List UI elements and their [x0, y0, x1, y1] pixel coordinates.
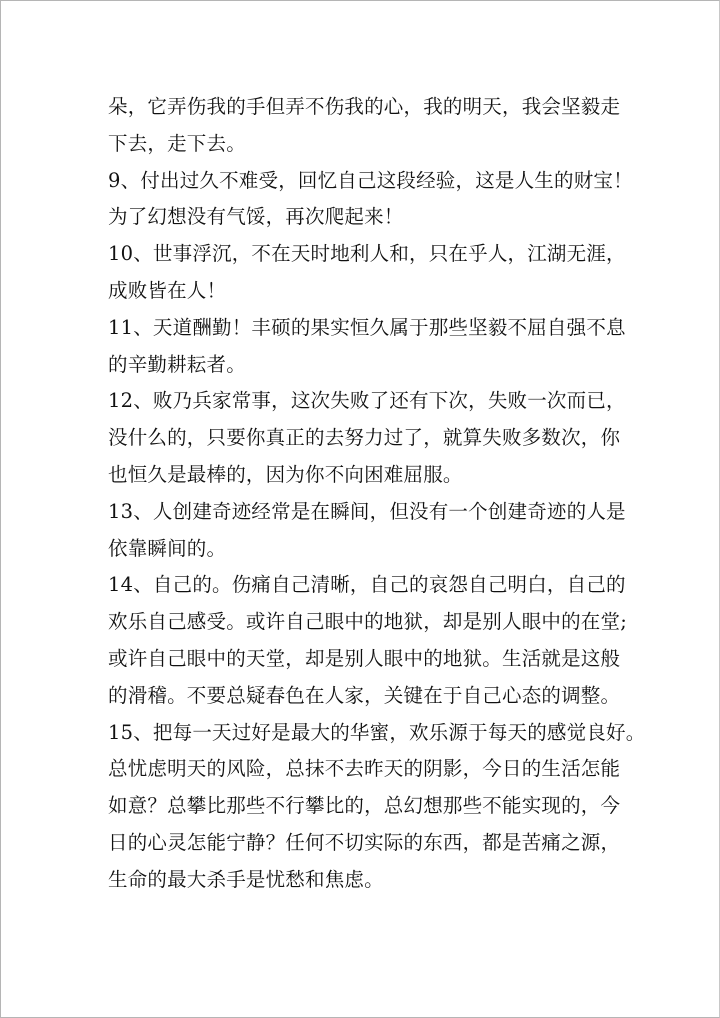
document-body — [108, 89, 646, 899]
text-line: 日的心灵怎能宁静？任何不切实际的东西，都是苦痛之源， — [108, 830, 621, 854]
text-line: 14、自己的。伤痛自己清晰，自己的哀怨自己明白，自己的 — [108, 573, 626, 597]
text-line: 也恒久是最棒的，因为你不向困难屈服。 — [108, 462, 463, 486]
text-line: 11、天道酬勤！丰硕的果实恒久属于那些坚毅不屈自强不息 — [108, 315, 626, 339]
text-line: 或许自己眼中的天堂，却是别人眼中的地狱。生活就是这般 — [108, 646, 621, 670]
text-line: 9、付出过久不难受，回忆自己这段经验，这是人生的财宝！ — [108, 168, 633, 192]
text-line: 生命的最大杀手是忧愁和焦虑。 — [108, 867, 384, 891]
text-line: 的滑稽。不要总疑春色在人家，关键在于自己心态的调整。 — [108, 683, 621, 707]
text-line: 15、把每一天过好是最大的华蜜，欢乐源于每天的感觉良好。 — [108, 720, 646, 744]
text-line: 成败皆在人！ — [108, 278, 227, 302]
text-line: 欢乐自己感受。或许自己眼中的地狱，却是别人眼中的在堂; — [108, 610, 627, 634]
text-line: 12、败乃兵家常事，这次失败了还有下次，失败一次而已， — [108, 389, 626, 413]
text-line: 依靠瞬间的。 — [108, 536, 227, 560]
text-line: 总忧虑明天的风险，总抹不去昨天的阴影，今日的生活怎能 — [108, 757, 621, 781]
text-line: 朵，它弄伤我的手但弄不伤我的心，我的明天，我会坚毅走 — [108, 95, 621, 118]
text-line: 13、人创建奇迹经常是在瞬间，但没有一个创建奇迹的人是 — [108, 499, 626, 523]
text-line: 没什么的，只要你真正的去努力过了，就算失败多数次，你 — [108, 426, 621, 450]
text-line: 如意？总攀比那些不行攀比的，总幻想那些不能实现的，今 — [108, 794, 621, 818]
text-line: 10、世事浮沉，不在天时地利人和，只在乎人，江湖无涯， — [108, 242, 626, 266]
text-line: 为了幻想没有气馁，再次爬起来！ — [108, 205, 404, 229]
text-line: 下去，走下去。 — [108, 131, 246, 155]
text-line: 的辛勤耕耘者。 — [108, 352, 246, 376]
